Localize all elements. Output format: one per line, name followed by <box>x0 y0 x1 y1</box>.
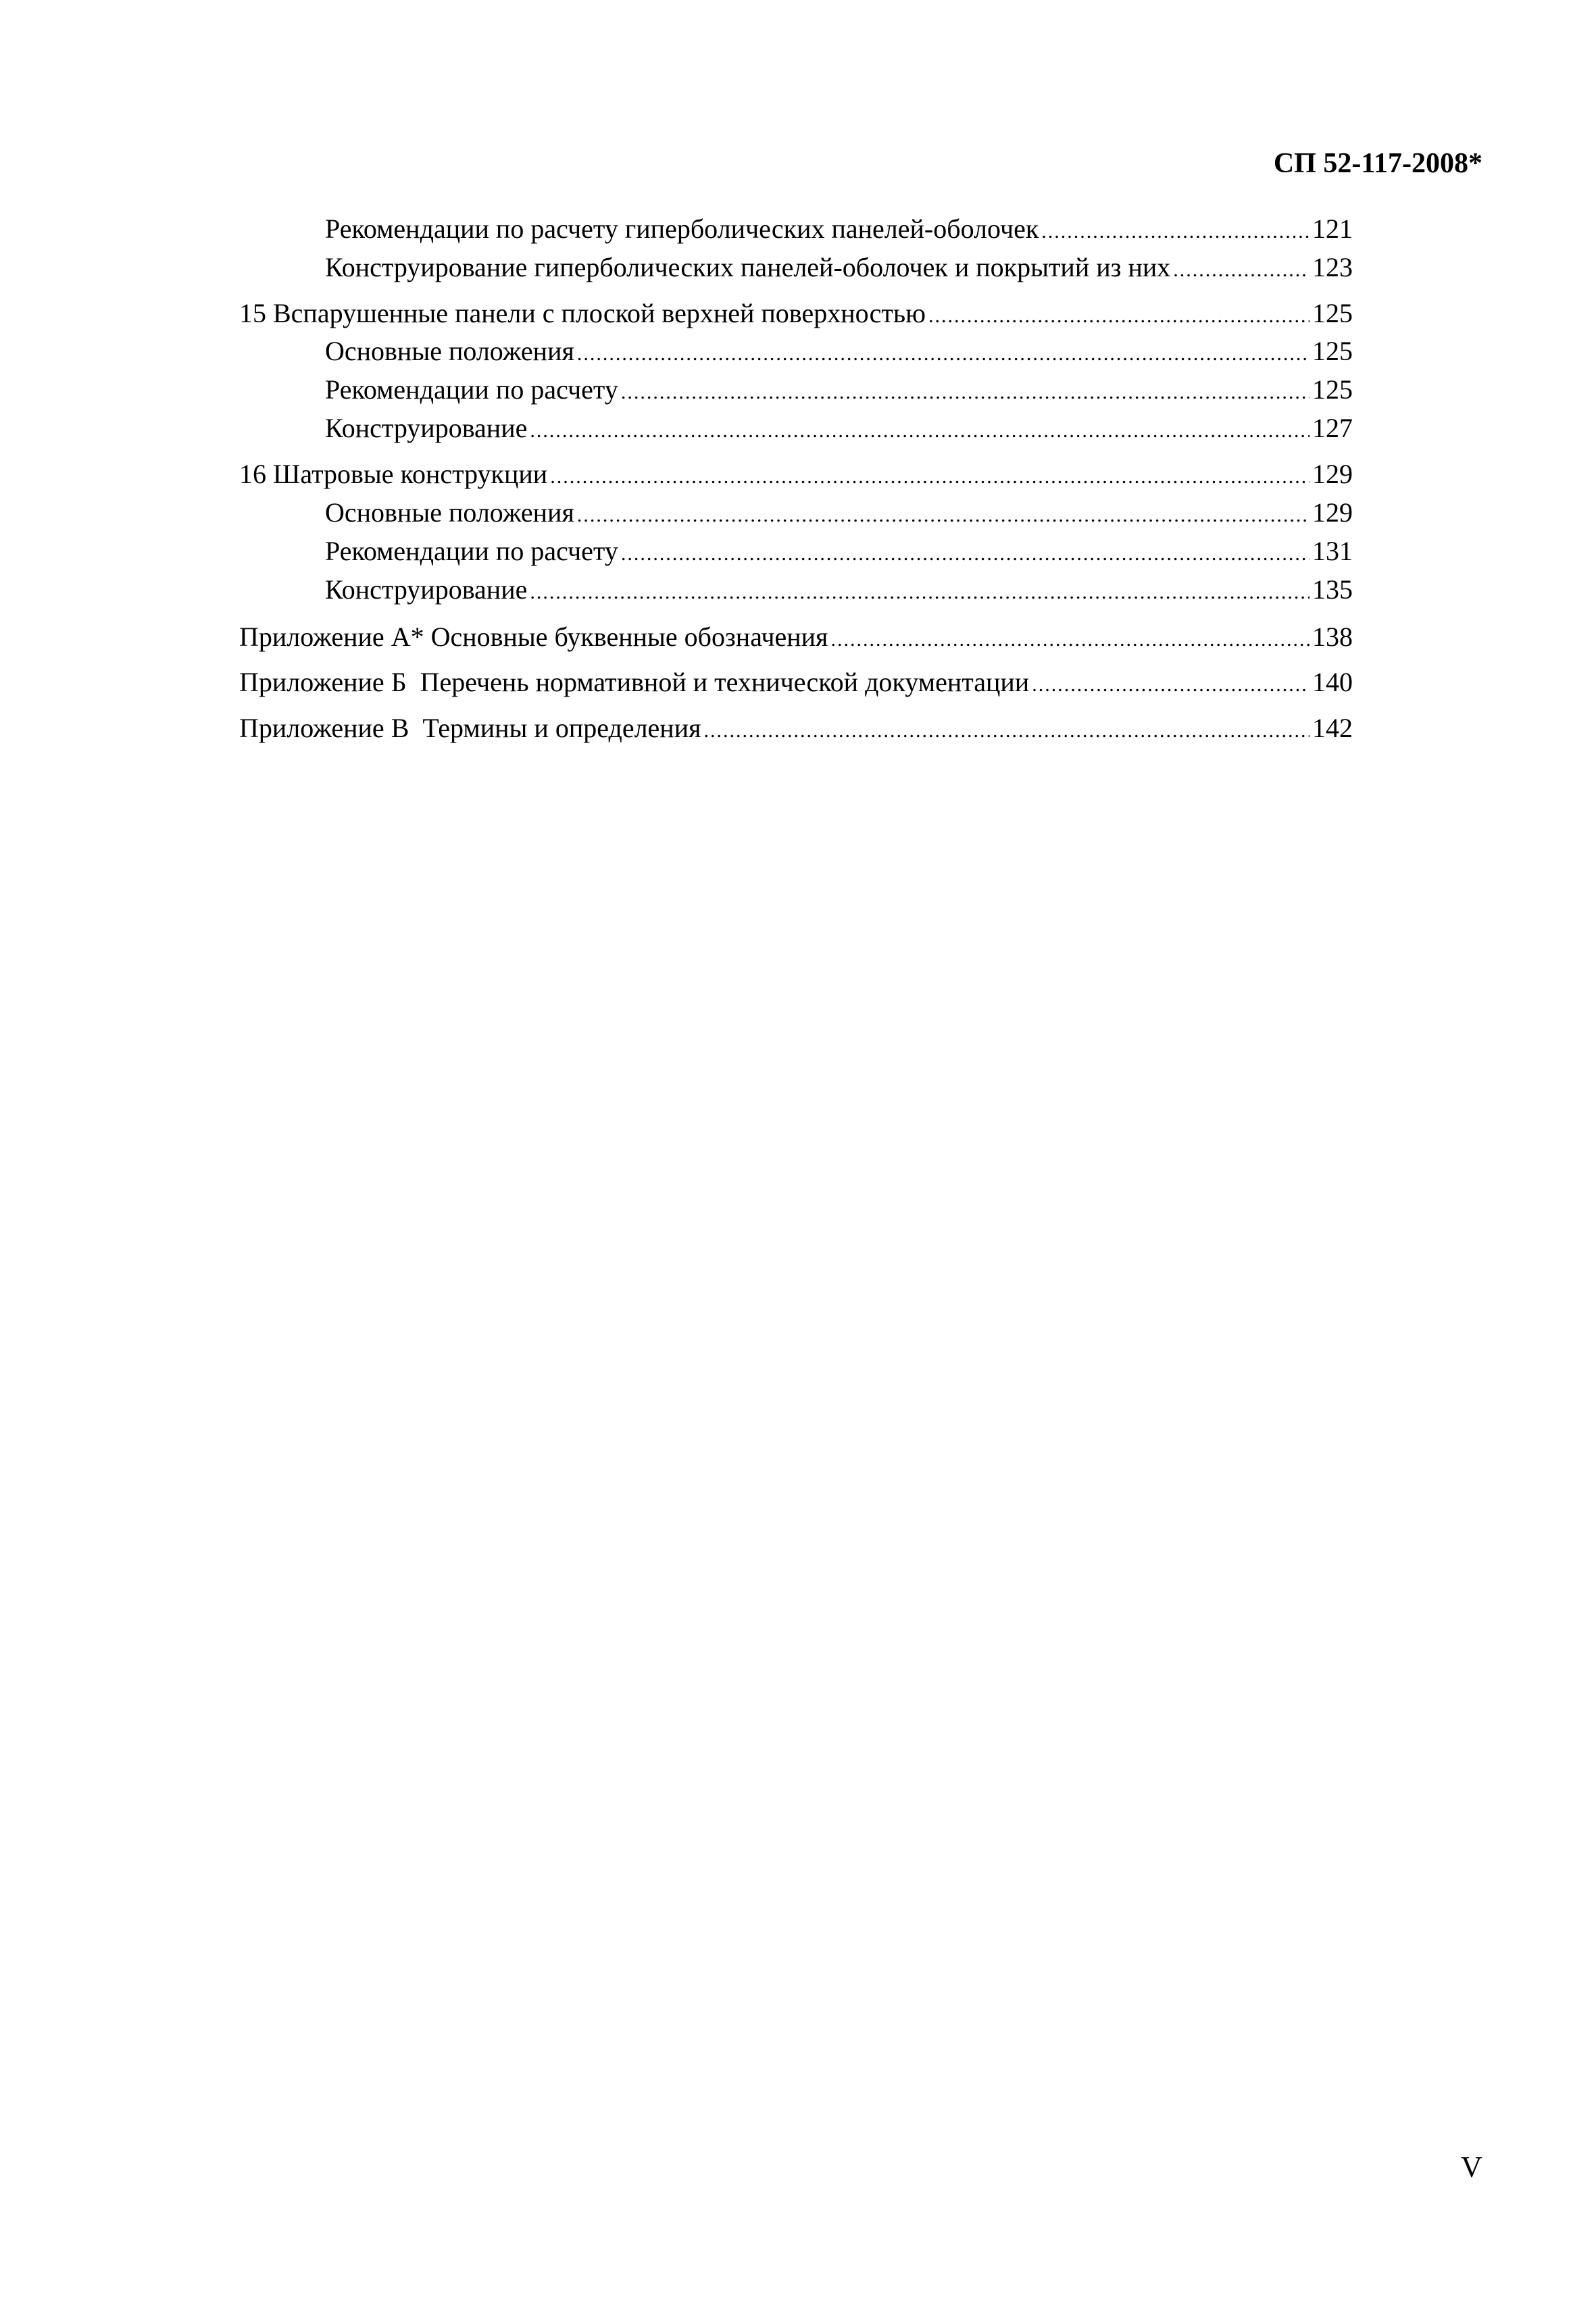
dot-leader <box>530 415 1310 447</box>
toc-entry-page: 131 <box>1312 536 1353 566</box>
dot-leader <box>1032 669 1310 701</box>
dot-leader <box>704 715 1310 747</box>
toc-entry-title: 16 Шатровые конструкции <box>239 459 548 489</box>
toc-entry[interactable] <box>239 666 1353 699</box>
toc-entry-title: 15 Вспарушенные панели с плоской верхней поверхностью <box>239 298 926 328</box>
toc-entry[interactable] <box>325 535 1353 568</box>
dot-leader <box>1173 254 1310 286</box>
dot-leader <box>621 376 1310 409</box>
toc-entry-page: 140 <box>1312 667 1353 697</box>
toc-entry-title: Рекомендации по расчету <box>325 374 618 405</box>
dot-leader <box>550 461 1310 493</box>
toc-entry[interactable] <box>239 297 1353 330</box>
dot-leader <box>830 624 1310 656</box>
toc-entry[interactable] <box>325 497 1353 529</box>
toc-entry-title: Основные положения <box>325 336 574 366</box>
dot-leader <box>928 300 1310 332</box>
toc-entry-title: Конструирование <box>325 574 528 605</box>
toc-entry-page: 138 <box>1312 622 1353 652</box>
page-number: V <box>1461 2150 1482 2184</box>
document-code-header: СП 52-117-2008* <box>1273 148 1482 179</box>
toc-entry-title: Приложение Б Перечень нормативной и технической документации <box>239 667 1030 697</box>
toc-entry-page: 142 <box>1312 713 1353 743</box>
toc-entry-page: 125 <box>1312 298 1353 328</box>
toc-entry-title: Рекомендации по расчету <box>325 536 618 566</box>
toc-entry-page: 135 <box>1312 574 1353 605</box>
toc-entry-page: 123 <box>1312 252 1353 282</box>
toc-entry-page: 127 <box>1312 413 1353 443</box>
toc-entry[interactable] <box>325 412 1353 445</box>
toc-entry-page: 121 <box>1312 213 1353 244</box>
dot-leader <box>577 338 1310 370</box>
toc-entry[interactable] <box>239 621 1353 653</box>
toc-entry-title: Приложение В Термины и определения <box>239 713 701 743</box>
toc-entry-page: 125 <box>1312 374 1353 405</box>
toc-entry[interactable] <box>325 574 1353 606</box>
toc-entry[interactable] <box>239 712 1353 745</box>
dot-leader <box>621 538 1310 570</box>
toc-entry[interactable] <box>325 213 1353 245</box>
toc-entry-title: Конструирование гиперболических панелей-оболочек и покрытий из них <box>325 252 1171 282</box>
toc-entry-title: Рекомендации по расчету гиперболических панелей-оболочек <box>325 213 1039 244</box>
toc-entry-title: Конструирование <box>325 413 528 443</box>
toc-entry[interactable] <box>325 335 1353 368</box>
toc-entry-title: Основные положения <box>325 497 574 528</box>
toc-entry-page: 129 <box>1312 459 1353 489</box>
toc-entry-page: 129 <box>1312 497 1353 528</box>
dot-leader <box>577 499 1310 532</box>
toc-entry-title: Приложение А* Основные буквенные обозначения <box>239 622 828 652</box>
toc-entry-page: 125 <box>1312 336 1353 366</box>
dot-leader <box>1041 216 1310 248</box>
toc-entry[interactable] <box>325 374 1353 406</box>
dot-leader <box>530 576 1310 609</box>
toc-entry[interactable] <box>239 458 1353 491</box>
toc-entry[interactable] <box>325 251 1353 284</box>
